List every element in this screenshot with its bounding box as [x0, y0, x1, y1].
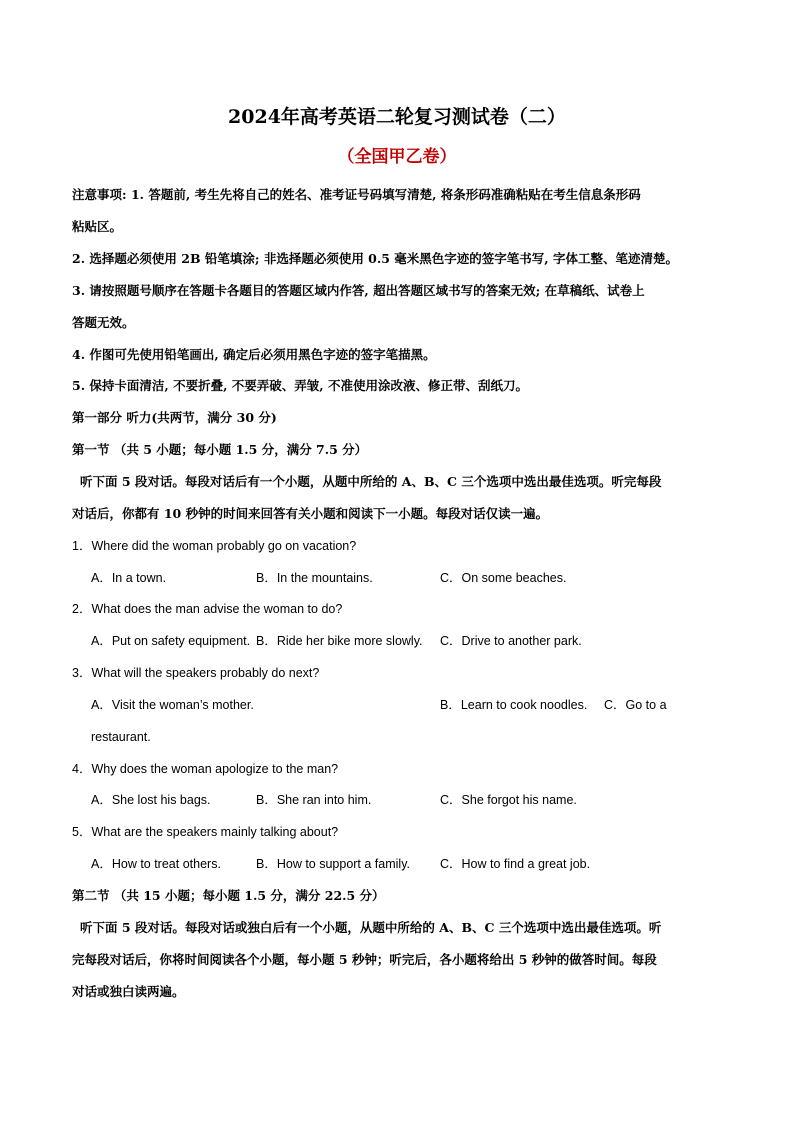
question-4-option-c: C．She forgot his name.: [440, 793, 577, 807]
section2-instructions-1: 听下面 5 段对话。每段对话或独白后有一个小题，从题中所给的 A、B、C 三个选项中选出最佳选项。听: [80, 920, 662, 935]
notes-line-4: 4. 作图可先使用铅笔画出, 确定后必须用黑色字迹的签字笔描黑。: [72, 347, 436, 362]
question-3-option-c-continued: restaurant.: [91, 730, 151, 744]
question-2-option-b: B．Ride her bike more slowly.: [256, 634, 423, 648]
part1-heading: 第一部分 听力(共两节，满分 30 分): [72, 410, 277, 425]
question-1-option-c: C．On some beaches.: [440, 571, 567, 585]
question-2: 2．What does the man advise the woman to do?: [72, 602, 343, 616]
question-1: 1．Where did the woman probably go on vacation?: [72, 539, 357, 553]
question-4-option-b: B．She ran into him.: [256, 793, 372, 807]
question-2-option-c: C．Drive to another park.: [440, 634, 582, 648]
question-5-option-a: A．How to treat others.: [91, 857, 221, 871]
question-3-option-c: C．Go to a: [604, 698, 667, 712]
notes-line-3b: 答题无效。: [72, 315, 135, 330]
section2-instructions-3: 对话或独白读两遍。: [72, 984, 185, 999]
section2-heading: 第二节 （共 15 小题；每小题 1.5 分，满分 22.5 分）: [72, 888, 385, 903]
question-1-option-a: A．In a town.: [91, 571, 167, 585]
question-3-option-a: A．Visit the woman’s mother.: [91, 698, 254, 712]
section2-instructions-2: 完每段对话后，你将时间阅读各个小题，每小题 5 秒钟；听完后，各小题将给出 5 秒钟的做答时间。每段: [72, 952, 657, 967]
question-5-option-c: C．How to find a great job.: [440, 857, 591, 871]
page-subtitle: （全国甲乙卷）: [337, 147, 457, 167]
notes-line-5: 5. 保持卡面清洁, 不要折叠, 不要弄破、弄皱, 不准使用涂改液、修正带、刮纸刀。: [72, 378, 529, 393]
question-3-option-b: B．Learn to cook noodles.: [440, 698, 588, 712]
notes-line-2: 2. 选择题必须使用 2B 铅笔填涂; 非选择题必须使用 0.5 毫米黑色字迹的签字笔书写, 字体工整、笔迹清楚。: [72, 251, 678, 266]
notes-line-3: 3. 请按照题号顺序在答题卡各题目的答题区域内作答, 超出答题区域书写的答案无效; 在草稿纸、试卷上: [72, 283, 645, 298]
question-4-option-a: A．She lost his bags.: [91, 793, 211, 807]
question-4: 4．Why does the woman apologize to the man?: [72, 762, 339, 776]
notes-line-1b: 粘贴区。: [72, 219, 123, 234]
section1-instructions-1: 听下面 5 段对话。每段对话后有一个小题，从题中所给的 A、B、C 三个选项中选出最佳选项。听完每段: [80, 474, 662, 489]
section1-instructions-2: 对话后，你都有 10 秒钟的时间来回答有关小题和阅读下一小题。每段对话仅读一遍。: [72, 506, 549, 521]
notes-line-1: 注意事项: 1. 答题前, 考生先将自己的姓名、准考证号码填写清楚, 将条形码准确粘贴在考生信息条形码: [72, 187, 641, 202]
question-5-option-b: B．How to support a family.: [256, 857, 410, 871]
question-3: 3．What will the speakers probably do next?: [72, 666, 320, 680]
question-2-option-a: A．Put on safety equipment.: [91, 634, 251, 648]
page-title: 2024年高考英语二轮复习测试卷（二）: [228, 106, 566, 128]
section1-heading: 第一节 （共 5 小题；每小题 1.5 分，满分 7.5 分）: [72, 442, 368, 457]
question-5: 5．What are the speakers mainly talking about?: [72, 825, 339, 839]
question-1-option-b: B．In the mountains.: [256, 571, 373, 585]
